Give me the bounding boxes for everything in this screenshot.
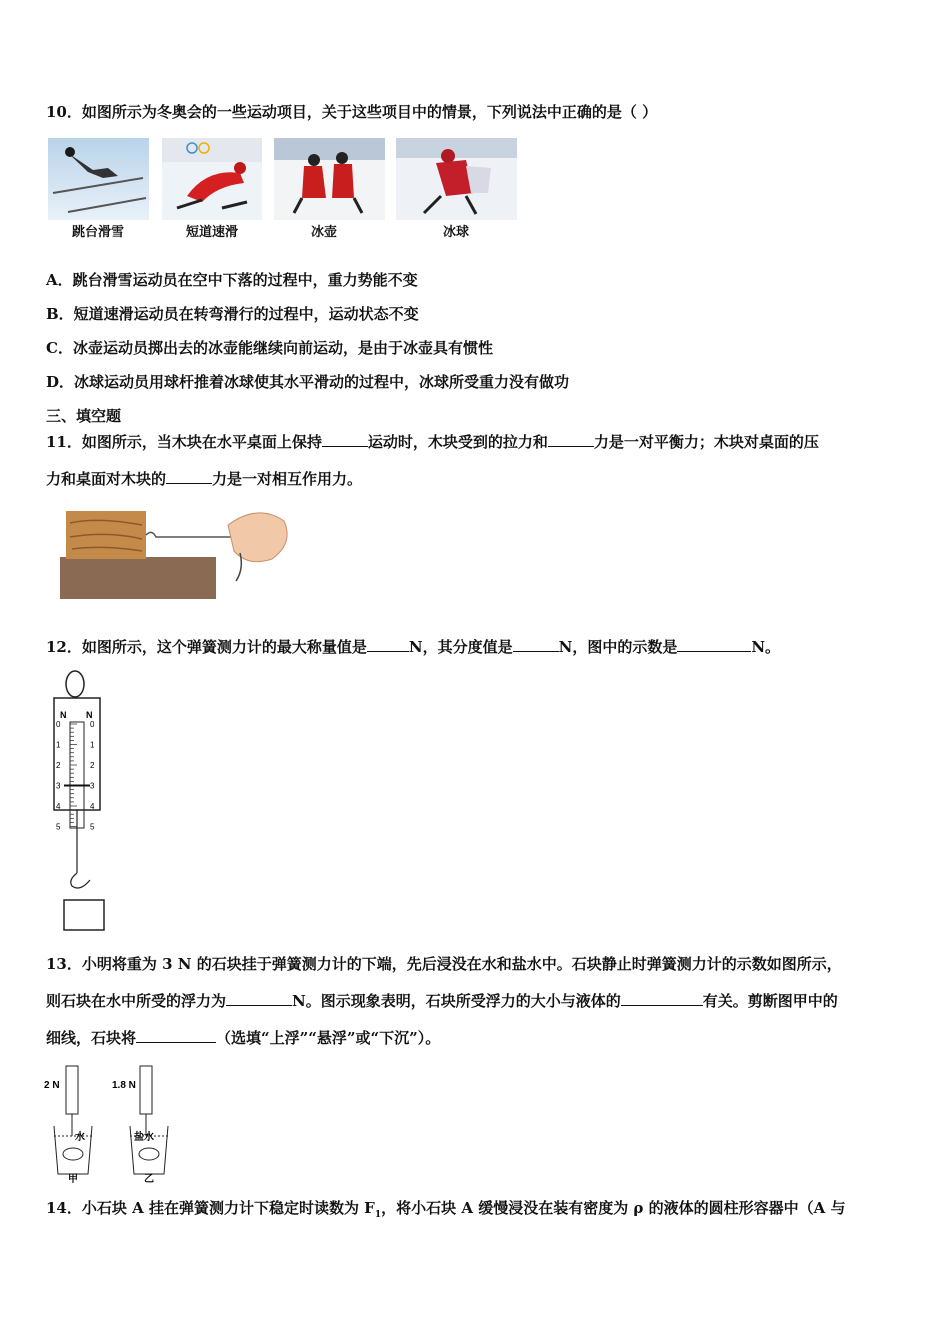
svg-text:甲: 甲: [68, 1174, 78, 1184]
blank-1[interactable]: [322, 432, 368, 447]
tick-label-right: 1: [90, 740, 95, 750]
curling-photo: [274, 138, 385, 220]
tick-label-left: 1: [56, 740, 61, 750]
tick-label-right: 5: [90, 822, 95, 832]
ice-hockey-photo: [396, 138, 517, 220]
option-c: C．冰壶运动员掷出去的冰壶能继续向前运动，是由于冰壶具有惯性: [46, 339, 493, 357]
caption-ski-jump: 跳台滑雪: [71, 225, 124, 240]
blank-division[interactable]: [513, 637, 559, 652]
q11-line1: 11．如图所示，当木块在水平桌面上保持 运动时，木块受到的拉力和 力是一对平衡力；木块对桌面的压: [46, 433, 819, 451]
q11-line2: 力和桌面对木块的 力是一对相互作用力。: [46, 470, 363, 488]
svg-text:2 N: 2 N: [44, 1080, 60, 1091]
q14-line1: 14．小石块 A 挂在弹簧测力计下稳定时读数为 $F_1$，将小石块 A 缓慢浸没在装有密度为 ρ 的液体的圆柱形容器中（A 与: [46, 1199, 846, 1220]
q13-line2: 则石块在水中所受的浮力为 N。图示现象表明，石块所受浮力的大小与液体的 有关。剪断图甲中的: [46, 992, 838, 1010]
svg-text:N: N: [86, 710, 93, 720]
q12-line: 12．如图所示，这个弹簧测力计的最大称量值是 N，其分度值是 N，图中的示数是 N。: [46, 638, 781, 656]
section-title: 三、填空题: [46, 407, 122, 425]
tick-label-left: 2: [56, 761, 61, 770]
wood-block-figure: [58, 503, 298, 603]
blank-buoyancy[interactable]: [226, 991, 292, 1006]
tick-label-right: 0: [90, 720, 95, 729]
tick-label-right: 3: [90, 781, 95, 791]
caption-curling: 冰壶: [310, 225, 337, 240]
tick-label-left: 3: [56, 781, 61, 791]
tick-label-right: 2: [90, 761, 95, 770]
option-d: D．冰球运动员用球杆推着冰球使其水平滑动的过程中，冰球所受重力没有做功: [46, 373, 570, 391]
blank-2[interactable]: [548, 432, 594, 447]
tick-label-left: 4: [56, 802, 61, 811]
short-track-photo: [162, 138, 262, 220]
q13-line1: 13．小明将重为 3 N 的石块挂于弹簧测力计的下端，先后浸没在水和盐水中。石块静止时弹簧测力计的示数如图所示，: [46, 955, 842, 973]
q13-line3: 细线，石块将 （选填“上浮”“悬浮”或“下沉”）。: [46, 1029, 441, 1047]
svg-text:乙: 乙: [144, 1174, 154, 1184]
svg-text:水: 水: [75, 1132, 85, 1143]
spring-scale-figure: [50, 668, 120, 934]
ski-jump-photo: [48, 138, 149, 220]
blank-liquid-property[interactable]: [621, 991, 703, 1006]
blank-reading[interactable]: [677, 637, 751, 652]
tick-label-left: 5: [56, 822, 61, 832]
q10-stem: 10．如图所示为冬奥会的一些运动项目，关于这些项目中的情景，下列说法中正确的是（ ）: [46, 103, 658, 121]
option-b: B．短道速滑运动员在转弯滑行的过程中，运动状态不变: [46, 305, 419, 323]
svg-text:1.8 N: 1.8 N: [112, 1080, 136, 1091]
caption-short-track: 短道速滑: [185, 225, 238, 240]
tick-label-left: 0: [56, 720, 61, 729]
buoyancy-figure: [42, 1062, 182, 1184]
blank-3[interactable]: [166, 469, 212, 484]
blank-max[interactable]: [367, 637, 409, 652]
option-a: A．跳台滑雪运动员在空中下落的过程中，重力势能不变: [46, 271, 418, 289]
tick-label-right: 4: [90, 802, 95, 811]
svg-text:盐水: 盐水: [134, 1132, 154, 1143]
caption-ice-hockey: 冰球: [442, 225, 469, 240]
svg-text:N: N: [60, 710, 67, 720]
blank-float-sink[interactable]: [136, 1028, 216, 1043]
